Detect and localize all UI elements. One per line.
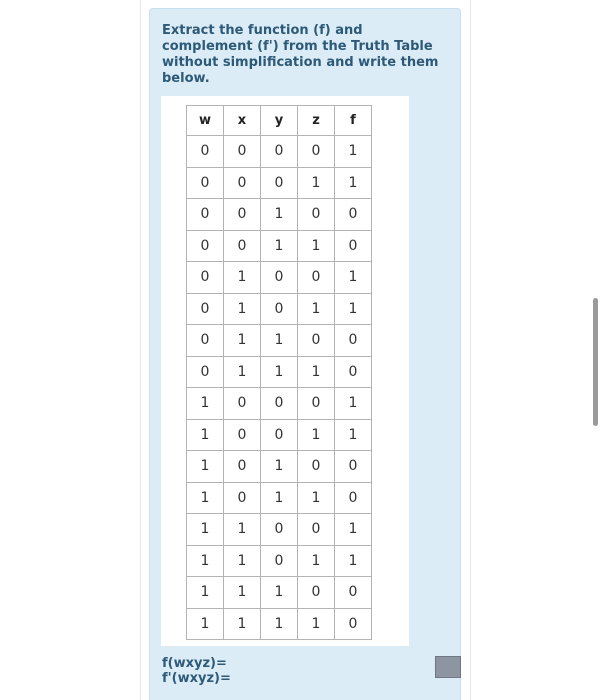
cell-f: 1 — [335, 545, 372, 577]
function-answer-label: f(wxyz)= — [162, 656, 227, 671]
cell-y: 0 — [261, 136, 298, 168]
column-header-f: f — [335, 106, 372, 136]
cell-z: 1 — [298, 608, 335, 640]
cell-y: 0 — [261, 388, 298, 420]
cell-f: 1 — [335, 167, 372, 199]
cell-x: 1 — [224, 293, 261, 325]
cell-z: 0 — [298, 577, 335, 609]
truth-table — [186, 105, 372, 640]
question-panel — [149, 8, 461, 700]
cell-x: 0 — [224, 482, 261, 514]
cell-f: 0 — [335, 482, 372, 514]
side-action-button[interactable] — [435, 656, 461, 678]
cell-w: 0 — [187, 293, 224, 325]
cell-z: 0 — [298, 136, 335, 168]
cell-z: 0 — [298, 388, 335, 420]
table-row — [187, 230, 372, 262]
cell-x: 0 — [224, 167, 261, 199]
cell-z: 1 — [298, 419, 335, 451]
cell-z: 1 — [298, 230, 335, 262]
cell-z: 1 — [298, 167, 335, 199]
table-row — [187, 167, 372, 199]
cell-z: 0 — [298, 514, 335, 546]
cell-y: 1 — [261, 230, 298, 262]
cell-f: 1 — [335, 262, 372, 294]
cell-w: 1 — [187, 577, 224, 609]
cell-w: 0 — [187, 199, 224, 231]
cell-z: 1 — [298, 356, 335, 388]
scrollbar-thumb[interactable] — [593, 298, 598, 426]
truth-table-container — [161, 96, 409, 646]
column-header-y: y — [261, 106, 298, 136]
table-row — [187, 577, 372, 609]
cell-x: 0 — [224, 419, 261, 451]
cell-f: 0 — [335, 199, 372, 231]
cell-z: 0 — [298, 451, 335, 483]
column-header-w: w — [187, 106, 224, 136]
table-row — [187, 356, 372, 388]
cell-w: 1 — [187, 388, 224, 420]
cell-y: 0 — [261, 514, 298, 546]
cell-z: 0 — [298, 262, 335, 294]
table-row — [187, 545, 372, 577]
cell-x: 1 — [224, 514, 261, 546]
cell-f: 1 — [335, 388, 372, 420]
cell-y: 1 — [261, 325, 298, 357]
cell-x: 1 — [224, 356, 261, 388]
cell-y: 1 — [261, 482, 298, 514]
cell-w: 1 — [187, 482, 224, 514]
cell-x: 1 — [224, 545, 261, 577]
cell-f: 0 — [335, 608, 372, 640]
cell-x: 0 — [224, 388, 261, 420]
cell-x: 0 — [224, 451, 261, 483]
cell-y: 1 — [261, 451, 298, 483]
cell-z: 1 — [298, 545, 335, 577]
cell-f: 0 — [335, 451, 372, 483]
table-row — [187, 199, 372, 231]
cell-f: 0 — [335, 230, 372, 262]
table-row — [187, 608, 372, 640]
cell-y: 0 — [261, 419, 298, 451]
cell-w: 0 — [187, 356, 224, 388]
cell-y: 0 — [261, 167, 298, 199]
cell-w: 1 — [187, 608, 224, 640]
table-row — [187, 388, 372, 420]
truth-table-header-row — [187, 106, 372, 136]
cell-w: 0 — [187, 136, 224, 168]
cell-f: 0 — [335, 325, 372, 357]
cell-z: 1 — [298, 482, 335, 514]
complement-answer-label: f'(wxyz)= — [162, 671, 231, 686]
cell-f: 1 — [335, 419, 372, 451]
left-column-divider — [140, 0, 141, 700]
table-row — [187, 293, 372, 325]
cell-f: 1 — [335, 136, 372, 168]
table-row — [187, 482, 372, 514]
cell-z: 0 — [298, 199, 335, 231]
cell-y: 0 — [261, 262, 298, 294]
right-column-divider — [470, 0, 471, 700]
cell-f: 0 — [335, 356, 372, 388]
column-header-x: x — [224, 106, 261, 136]
question-text: Extract the function (f) and complement (f') from the Truth Table without simplification and write them below. — [162, 23, 439, 86]
cell-z: 0 — [298, 325, 335, 357]
cell-z: 1 — [298, 293, 335, 325]
cell-x: 1 — [224, 608, 261, 640]
cell-f: 1 — [335, 293, 372, 325]
cell-x: 0 — [224, 136, 261, 168]
cell-w: 1 — [187, 451, 224, 483]
table-row — [187, 514, 372, 546]
cell-x: 0 — [224, 199, 261, 231]
table-row — [187, 262, 372, 294]
cell-x: 1 — [224, 577, 261, 609]
cell-y: 0 — [261, 545, 298, 577]
cell-f: 1 — [335, 514, 372, 546]
cell-y: 1 — [261, 356, 298, 388]
table-row — [187, 451, 372, 483]
cell-y: 0 — [261, 293, 298, 325]
table-row — [187, 136, 372, 168]
truth-table-body — [187, 136, 372, 640]
cell-x: 0 — [224, 230, 261, 262]
cell-y: 1 — [261, 577, 298, 609]
cell-y: 1 — [261, 199, 298, 231]
column-header-z: z — [298, 106, 335, 136]
table-row — [187, 419, 372, 451]
cell-w: 0 — [187, 230, 224, 262]
cell-w: 1 — [187, 545, 224, 577]
cell-y: 1 — [261, 608, 298, 640]
table-row — [187, 325, 372, 357]
cell-w: 0 — [187, 325, 224, 357]
cell-w: 1 — [187, 514, 224, 546]
cell-x: 1 — [224, 262, 261, 294]
cell-w: 0 — [187, 167, 224, 199]
cell-w: 0 — [187, 262, 224, 294]
cell-w: 1 — [187, 419, 224, 451]
cell-x: 1 — [224, 325, 261, 357]
cell-f: 0 — [335, 577, 372, 609]
